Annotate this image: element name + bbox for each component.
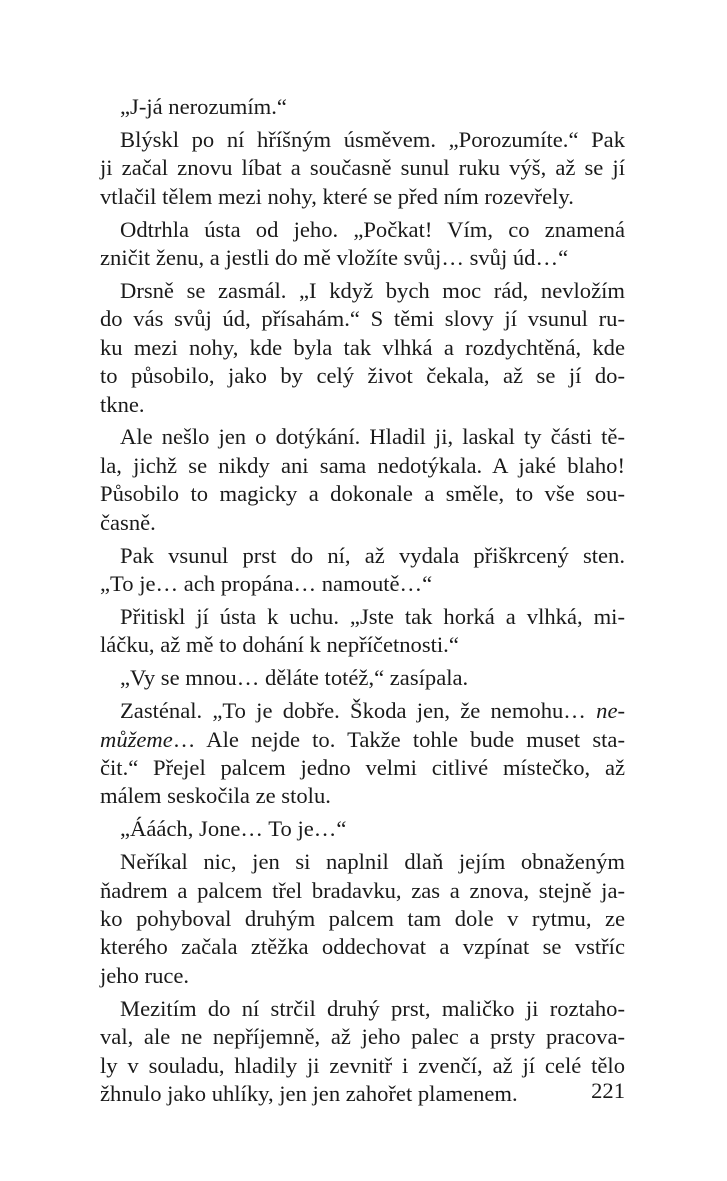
text-line: Pak vsunul prst do ní, až vydala přiškrcený sten. [120, 542, 625, 568]
text-line: Mezitím do ní strčil druhý prst, maličko ji roztaho- [120, 995, 625, 1021]
text-line: „Vy se mnou… děláte totéž,“ zasípala. [120, 665, 469, 691]
text-line: Neříkal nic, jen si naplnil dlaň jejím obnaženým [120, 849, 625, 875]
text-line: ko pohyboval druhým palcem tam dole v rytmu, ze [100, 905, 625, 931]
text-line: kterého začala ztěžka oddechovat a vzpínat se vstříc [100, 934, 625, 960]
text-line: Přitiskl jí ústa k uchu. „Jste tak horká a vlhká, mi- [120, 603, 625, 629]
text-line: Drsně se zasmál. „I když bych moc rád, nevložím [120, 277, 625, 303]
text-line: málem seskočila ze stolu. [100, 783, 331, 809]
text-line: Působilo to magicky a dokonale a směle, to vše sou- [100, 481, 625, 507]
paragraph [100, 995, 625, 1109]
text-line: ňadrem a palcem třel bradavku, zas a znova, stejně ja- [100, 877, 625, 903]
text-line: můžeme… Ale nejde to. Takže tohle bude muset sta- [100, 726, 625, 752]
text-line: čit.“ Přejel palcem jedno velmi citlivé místečko, až [100, 754, 625, 780]
paragraph [100, 277, 625, 419]
text-line: to působilo, jako by celý život čekala, až se jí do- [100, 363, 625, 389]
text-line: Odtrhla ústa od jeho. „Počkat! Vím, co znamená [120, 216, 625, 242]
page-number: 221 [591, 1078, 625, 1103]
paragraph [100, 542, 625, 599]
paragraph [100, 815, 625, 843]
text-line: ku mezi nohy, kde byla tak vlhká a rozdychtěná, kde [100, 334, 625, 360]
paragraph [100, 216, 625, 273]
text-line: Zasténal. „To je dobře. Škoda jen, že nemohu… ne- [120, 698, 625, 724]
paragraph [100, 126, 625, 211]
paragraph [100, 848, 625, 990]
paragraph [100, 664, 625, 692]
paragraph [100, 603, 625, 660]
text-line: „To je… ach propána… namoutě…“ [100, 571, 433, 596]
text-line: do vás svůj úd, přísahám.“ S těmi slovy jí vsunul ru- [100, 306, 625, 332]
text-line: „J-já nerozumím.“ [120, 94, 287, 119]
text-line: ji začal znovu líbat a současně sunul ruku výš, až se jí [100, 155, 625, 181]
paragraph [100, 697, 625, 811]
text-line: ly v souladu, hladily ji zevnitř i zvenčí, až jí celé tělo [100, 1052, 625, 1078]
text-line: jeho ruce. [100, 962, 190, 988]
paragraph [100, 93, 625, 121]
text-line: láčku, až mě to dohání k nepříčetnosti.“ [100, 632, 459, 658]
text-line: časně. [100, 509, 156, 535]
text-line: vtlačil tělem mezi nohy, které se před ním rozevřely. [100, 183, 574, 209]
text-line: Ale nešlo jen o dotýkání. Hladil ji, laskal ty části tě- [120, 424, 625, 450]
text-line: zničit ženu, a jestli do mě vložíte svůj… svůj úd…“ [100, 245, 569, 271]
text-line: „Ááách, Jone… To je…“ [120, 816, 347, 842]
body-text [100, 93, 625, 1113]
paragraph [100, 423, 625, 537]
text-line: žhnulo jako uhlíky, jen jen zahořet plamenem. [100, 1080, 518, 1106]
text-line: tkne. [100, 391, 145, 417]
text-line: val, ale ne nepříjemně, až jeho palec a prsty pracova- [100, 1024, 625, 1050]
text-line: Blýskl po ní hříšným úsměvem. „Porozumíte.“ Pak [120, 126, 625, 152]
text-line: la, jichž se nikdy ani sama nedotýkala. A jaké blaho! [100, 452, 625, 478]
